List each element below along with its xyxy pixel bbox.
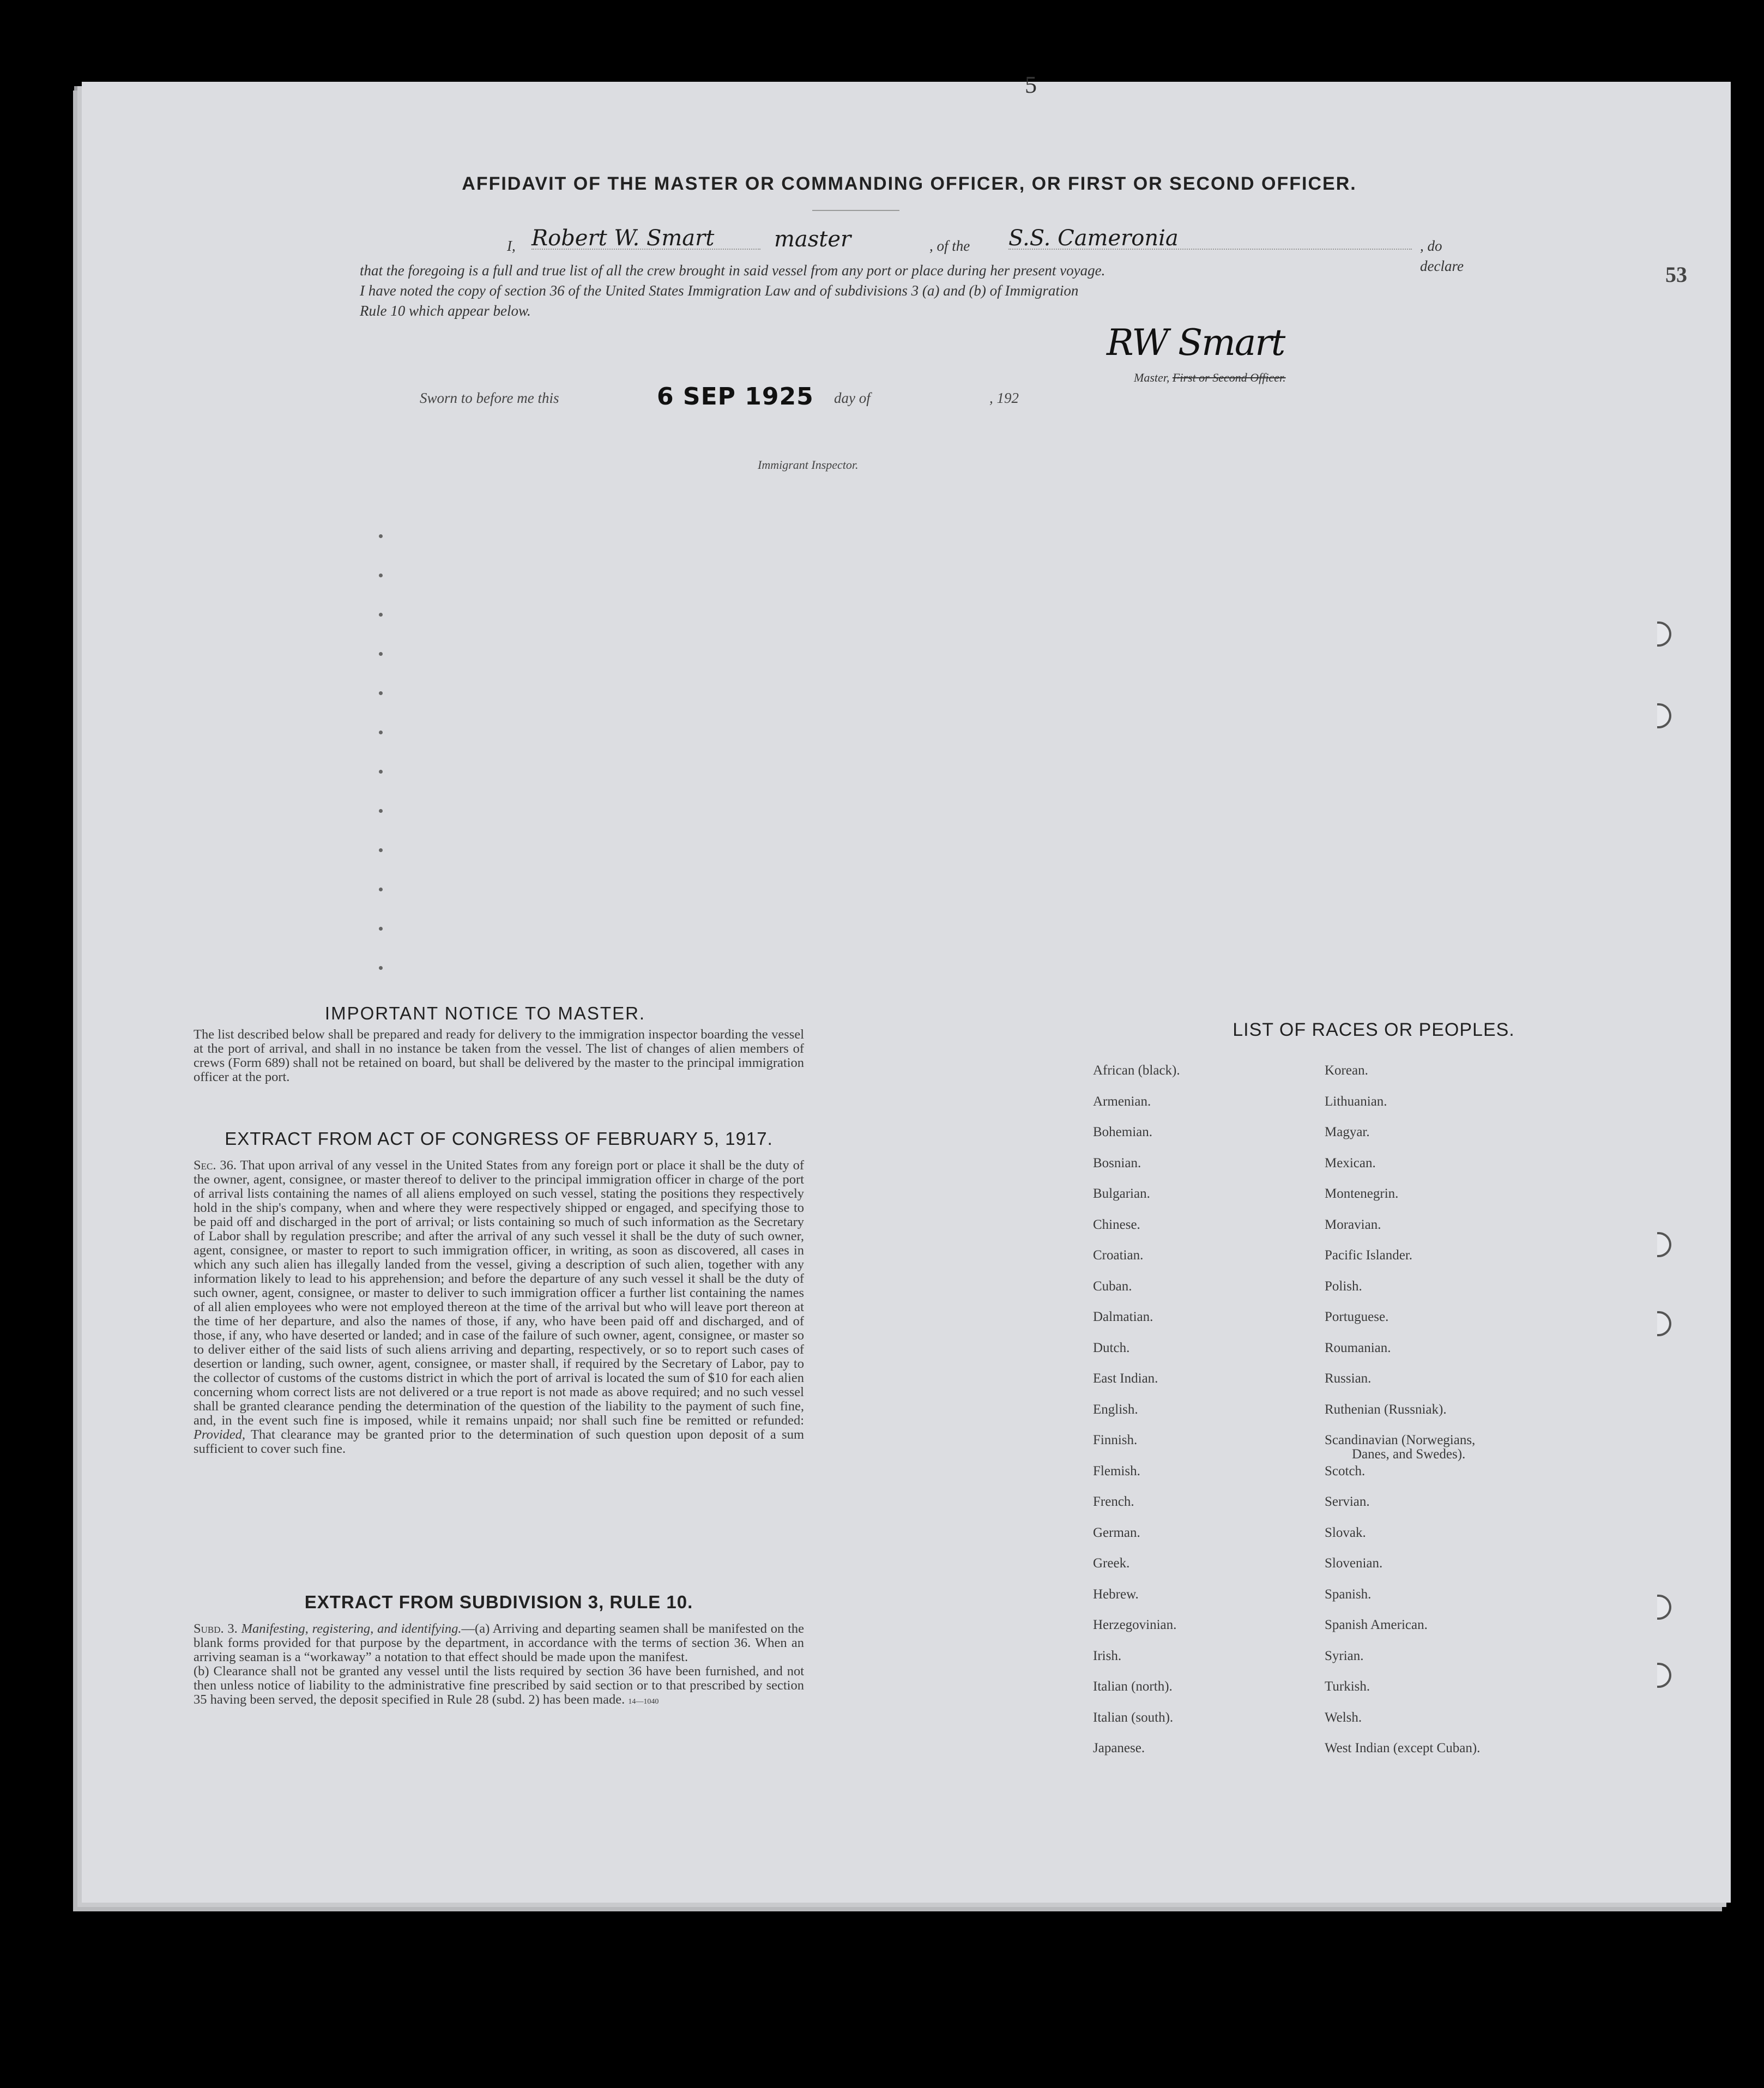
declaration-line-4: Rule 10 which appear below.: [360, 303, 531, 319]
subdivision-heading: Manifesting, registering, and identifying.: [241, 1621, 462, 1636]
race-item: Slovenian.: [1325, 1556, 1383, 1571]
of-the-text: , of the: [929, 238, 970, 254]
caption-master: Master,: [1134, 371, 1170, 384]
race-item: Spanish.: [1325, 1586, 1372, 1602]
race-item: African (black).: [1093, 1063, 1180, 1078]
do-declare-text: , do declare: [1420, 238, 1464, 274]
page-stack-edge: [74, 86, 82, 1902]
race-item: English.: [1093, 1402, 1138, 1417]
section-36-body: That upon arrival of any vessel in the United States from any foreign port or place it shall be the duty of the owner, agent, consignee, or master thereof to deliver to the principal immigration officer in charge of the port of arrival lists containing the names of all aliens employed on such vessel, stating the positions they respectively hold in the ship's company, when and where they were respectively shipped or engaged, and specifying those to be paid off and discharged in the port of arrival; or lists containing so much of such information as the Secretary of Labor shall by regulation prescribe; and after the arrival of any such vessel it shall be the duty of such owner, agent, consignee, or master to report to such immigration officer, in writing, as soon as discovered, all cases in which any such alien has illegally landed from the vessel, giving a description of such alien, together with any information likely to lead to his apprehension; and before the departure of any such vessel it shall be the duty of such owner, agent, consignee, or master to deliver to such immigration officer a further list containing the names of all alien employees who were not employed thereon at the time of the arrival but who will leave port thereon at the time of her departure, and also the names of those, if any, who have been paid off and discharged, and of those, if any, who have deserted or landed; and in case of the failure of such owner, agent, consignee, or master so to deliver either of the said lists of such aliens arriving and departing, respectively, or so to report such cases of desertion or landing, such owner, agent, consignee, or master shall, if required by the Secretary of Labor, pay to the collector of customs of the customs district in which the port of arrival is located the sum of $10 for each alien concerning whom correct lists are not delivered or a true report is not made as above required; and no such vessel shall be granted clearance pending the determination of the question of the liability to the payment of such fine, and, in the event such fine is imposed, while it remains unpaid; nor shall such fine be remitted or refunded:: [194, 1158, 804, 1428]
section-36-text: [194, 1158, 804, 1456]
affidavit-title: AFFIDAVIT OF THE MASTER OR COMMANDING OFFICER, OR FIRST OR SECOND OFFICER.: [462, 173, 1357, 194]
paragraph-a: —(a) Arriving and departing seamen shall be manifested on the blank forms provided for that purpose by the department, in accordance with the terms of section 36. When an arriving seaman is a “workaway” a notation to that effect should be made upon the manifest.: [194, 1621, 805, 1664]
binder-hole: [1657, 1232, 1671, 1257]
race-item: Polish.: [1325, 1278, 1362, 1294]
important-notice-title: IMPORTANT NOTICE TO MASTER.: [324, 1003, 646, 1023]
race-item: Bulgarian.: [1093, 1186, 1150, 1201]
section-label: Sec. 36.: [194, 1158, 237, 1173]
signature-caption: [1134, 371, 1286, 385]
paragraph-b: (b) Clearance shall not be granted any vessel until the lists required by section 36 have been furnished, and not then unless notice of liability to the administrative fine prescribed by said section or to that prescribed by section 35 having been served, the deposit specified in Rule 28 (subd. 2) has been made.: [194, 1664, 804, 1707]
binder-hole: [1657, 1311, 1671, 1336]
race-item: Herzegovinian.: [1093, 1618, 1177, 1632]
race-item: Bohemian.: [1093, 1125, 1153, 1139]
race-item: East Indian.: [1093, 1371, 1158, 1386]
caption-struck-officer: First or Second Officer.: [1172, 371, 1286, 384]
race-item: Lithuanian.: [1325, 1094, 1387, 1109]
race-item: Flemish.: [1093, 1463, 1140, 1479]
race-item: Montenegrin.: [1325, 1186, 1399, 1201]
race-item: Magyar.: [1325, 1125, 1370, 1139]
rank-handwritten: master: [774, 227, 851, 252]
race-item: Danes, and Swedes).: [1352, 1447, 1466, 1462]
race-item: Spanish American.: [1325, 1618, 1428, 1632]
binder-hole: [1657, 703, 1671, 728]
top-pencil-mark: 5: [1025, 71, 1037, 98]
race-item: Pacific Islander.: [1325, 1248, 1413, 1263]
form-number: 14—1040: [628, 1698, 659, 1706]
race-item: French.: [1093, 1494, 1134, 1509]
race-item: Mexican.: [1325, 1155, 1376, 1170]
race-item: Korean.: [1325, 1063, 1368, 1078]
page-number: 53: [1665, 262, 1687, 287]
declaration-line-2: that the foregoing is a full and true list of all the crew brought in said vessel from any port or place during her present voyage.: [360, 262, 1105, 279]
race-item: Italian (south).: [1093, 1710, 1174, 1725]
sworn-text: Sworn to before me this: [420, 390, 559, 406]
master-signature: RW Smart: [1107, 322, 1285, 364]
race-item: West Indian (except Cuban).: [1325, 1741, 1481, 1755]
race-item: Cuban.: [1093, 1278, 1132, 1294]
subdivision-3-text: [194, 1622, 804, 1709]
vessel-name-handwritten: S.S. Cameronia: [1008, 228, 1412, 250]
binder-hole: [1657, 621, 1671, 647]
sworn-day-of: day of: [834, 390, 871, 406]
master-name-handwritten: Robert W. Smart: [531, 228, 760, 250]
race-item: Turkish.: [1325, 1679, 1370, 1694]
races-list-title: LIST OF RACES OR PEOPLES.: [1233, 1019, 1515, 1040]
section-36-body-end: That clearance may be granted prior to the determination of such question upon deposit of a sum sufficient to cover such fine.: [194, 1427, 804, 1456]
extract-act-title: EXTRACT FROM ACT OF CONGRESS OF FEBRUARY 5, 1917.: [225, 1129, 773, 1149]
race-item: Roumanian.: [1325, 1340, 1391, 1355]
race-item: Servian.: [1325, 1494, 1370, 1509]
race-item: Chinese.: [1093, 1217, 1140, 1232]
race-item: Japanese.: [1093, 1741, 1145, 1755]
race-item: Irish.: [1093, 1648, 1122, 1663]
race-item: Syrian.: [1325, 1648, 1364, 1663]
race-item: Ruthenian (Russniak).: [1325, 1402, 1447, 1417]
race-item: Finnish.: [1093, 1433, 1138, 1447]
race-item: Armenian.: [1093, 1094, 1151, 1109]
race-item: Bosnian.: [1093, 1155, 1141, 1170]
provided-word: Provided,: [194, 1427, 246, 1442]
declaration-line-3: I have noted the copy of section 36 of the United States Immigration Law and of subdivisions 3 (a) and (b) of Immigration: [360, 282, 1079, 299]
race-item: German.: [1093, 1525, 1140, 1540]
declaration-prefix: I,: [507, 238, 516, 254]
document-page: [82, 71, 1731, 1903]
inspector-caption: Immigrant Inspector.: [758, 458, 859, 472]
race-item: Dalmatian.: [1093, 1309, 1153, 1324]
binder-hole: [1657, 1595, 1671, 1620]
title-divider: [812, 210, 899, 211]
race-item: Slovak.: [1325, 1525, 1366, 1540]
important-notice-body: The list described below shall be prepared and ready for delivery to the immigration inspector boarding the vessel at the port of arrival, and shall in no instance be taken from the vessel. The list of changes of alien members of crews (Form 689) shall not be retained on board, but shall be delivered by the master to the principal immigration officer at the port.: [194, 1027, 804, 1084]
race-item: Dutch.: [1093, 1340, 1130, 1355]
race-item: Italian (north).: [1093, 1679, 1173, 1694]
subdivision-label: Subd. 3.: [194, 1621, 238, 1636]
race-item: Greek.: [1093, 1556, 1130, 1571]
race-item: Moravian.: [1325, 1217, 1381, 1232]
race-item: Welsh.: [1325, 1710, 1362, 1725]
extract-rule-title: EXTRACT FROM SUBDIVISION 3, RULE 10.: [304, 1592, 693, 1612]
race-item: Russian.: [1325, 1371, 1372, 1386]
race-item: Croatian.: [1093, 1248, 1144, 1263]
binder-hole: [1657, 1663, 1671, 1688]
race-item: Scotch.: [1325, 1463, 1366, 1479]
race-item: Scandinavian (Norwegians,: [1325, 1433, 1476, 1447]
date-stamp: 6 SEP 1925: [657, 383, 814, 411]
race-item: Portuguese.: [1325, 1309, 1389, 1324]
race-item: Hebrew.: [1093, 1586, 1139, 1602]
sworn-year: , 192: [989, 390, 1019, 406]
